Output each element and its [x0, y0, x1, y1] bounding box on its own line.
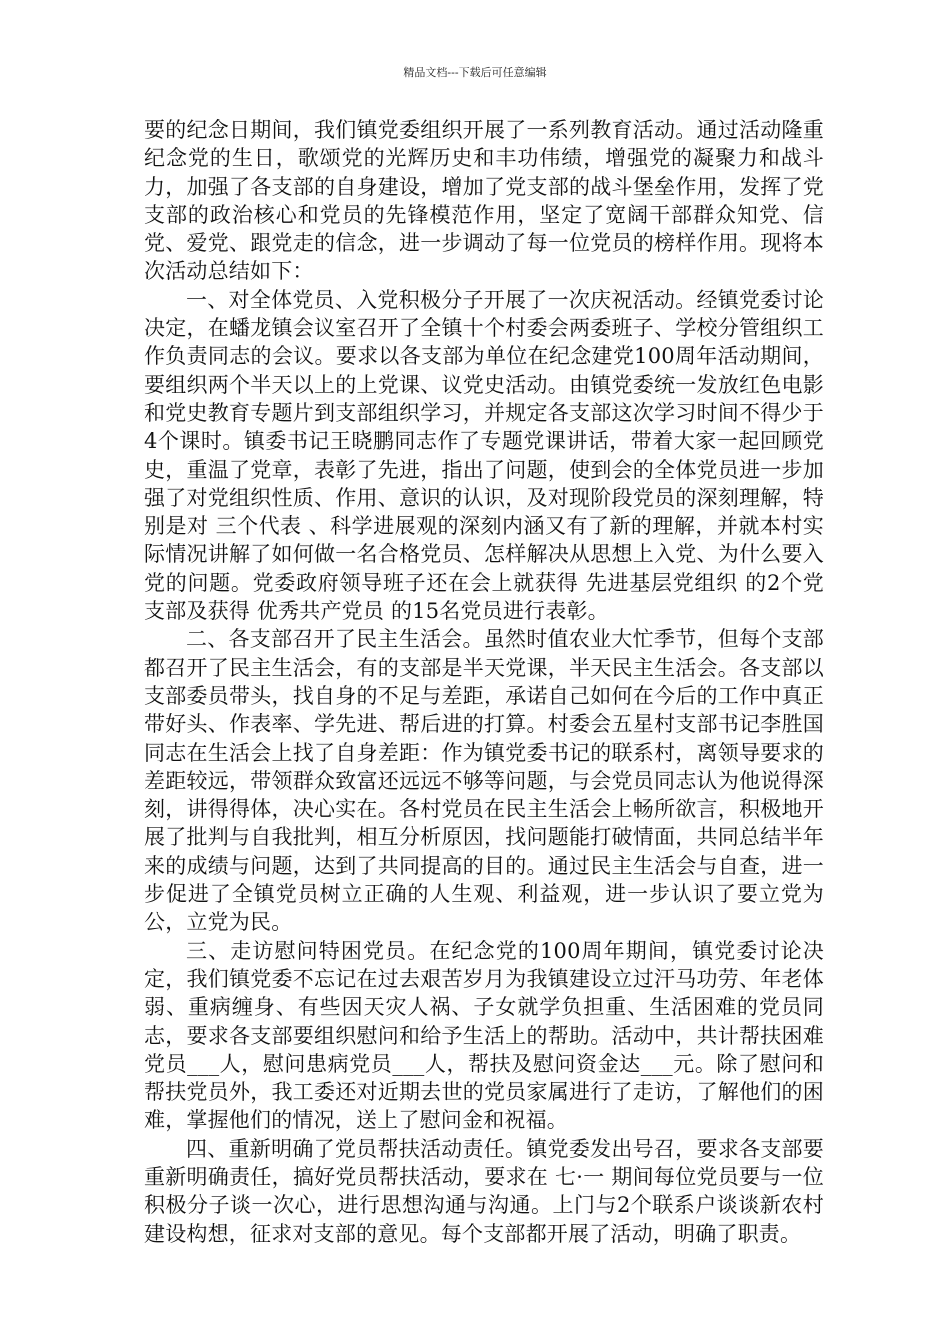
paragraph-section-2: 二、各支部召开了民主生活会。虽然时值农业大忙季节，但每个支部都召开了民主生活会，有的支部是半天党课，半天民主生活会。各支部以支部委员带头，找自身的不足与差距，承诺自己如何在今后的工作中真正带好头、作表率、学先进、帮后进的打算。村委会五星村支部书记李胜国同志在生活会上找了自身差距：作为镇党委书记的联系村，离领导要求的差距较远，带领群众致富还远远不够等问题，与会党员同志认为他说得深刻，讲得得体，决心实在。各村党员在民主生活会上畅所欲言，积极地开展了批判与自我批判，相互分析原因，找问题能打破情面，共同总结半年来的成绩与问题，达到了共同提高的目的。通过民主生活会与自查，进一步促进了全镇党员树立正确的人生观、利益观，进一步认识了要立党为公，立党为民。	[144, 627, 824, 935]
document-body	[144, 116, 824, 1248]
page-header: 精品文档---下载后可任意编辑	[403, 66, 547, 79]
paragraph-intro: 要的纪念日期间，我们镇党委组织开展了一系列教育活动。通过活动隆重纪念党的生日，歌颂党的光辉历史和丰功伟绩，增强党的凝聚力和战斗力，加强了各支部的自身建设，增加了党支部的战斗堡垒作用，发挥了党支部的政治核心和党员的先锋模范作用，坚定了宽阔干部群众知党、信党、爱党、跟党走的信念，进一步调动了每一位党员的榜样作用。现将本次活动总结如下：	[144, 118, 824, 284]
paragraph-section-4: 四、重新明确了党员帮扶活动责任。镇党委发出号召，要求各支部要重新明确责任，搞好党员帮扶活动，要求在 七·一 期间每位党员要与一位积极分子谈一次心，进行思想沟通与沟通。上门与2个联系户谈谈新农村建设构想，征求对支部的意见。每个支部都开展了活动，明确了职责。	[144, 1136, 824, 1246]
paragraph-section-3: 三、走访慰问特困党员。在纪念党的100周年期间，镇党委讨论决定，我们镇党委不忘记在过去艰苦岁月为我镇建设立过汗马功劳、年老体弱、重病缠身、有些因天灾人祸、子女就学负担重、生活困难的党员同志，要求各支部要组织慰问和给予生活上的帮助。活动中，共计帮扶困难党员___人，慰问患病党员___人，帮扶及慰问资金达___元。除了慰问和帮扶党员外，我工委还对近期去世的党员家属进行了走访，了解他们的困难，掌握他们的情况，送上了慰问金和祝福。	[144, 938, 824, 1133]
paragraph-section-1: 一、对全体党员、入党积极分子开展了一次庆祝活动。经镇党委讨论决定，在蟠龙镇会议室召开了全镇十个村委会两委班子、学校分管组织工作负责同志的会议。要求以各支部为单位在纪念建党100周年活动期间，要组织两个半天以上的上党课、议党史活动。由镇党委统一发放红色电影和党史教育专题片到支部组织学习，并规定各支部这次学习时间不得少于4个课时。镇委书记王晓鹏同志作了专题党课讲话，带着大家一起回顾党史，重温了党章，表彰了先进，指出了问题，使到会的全体党员进一步加强了对党组织性质、作用、意识的认识，及对现阶段党员的深刻理解，特别是对 三个代表 、科学进展观的深刻内涵又有了新的理解，并就本村实际情况讲解了如何做一名合格党员、怎样解决从思想上入党、为什么要入党的问题。党委政府领导班子还在会上就获得 先进基层党组织 的2个党支部及获得 优秀共产党员 的15名党员进行表彰。	[144, 287, 824, 624]
